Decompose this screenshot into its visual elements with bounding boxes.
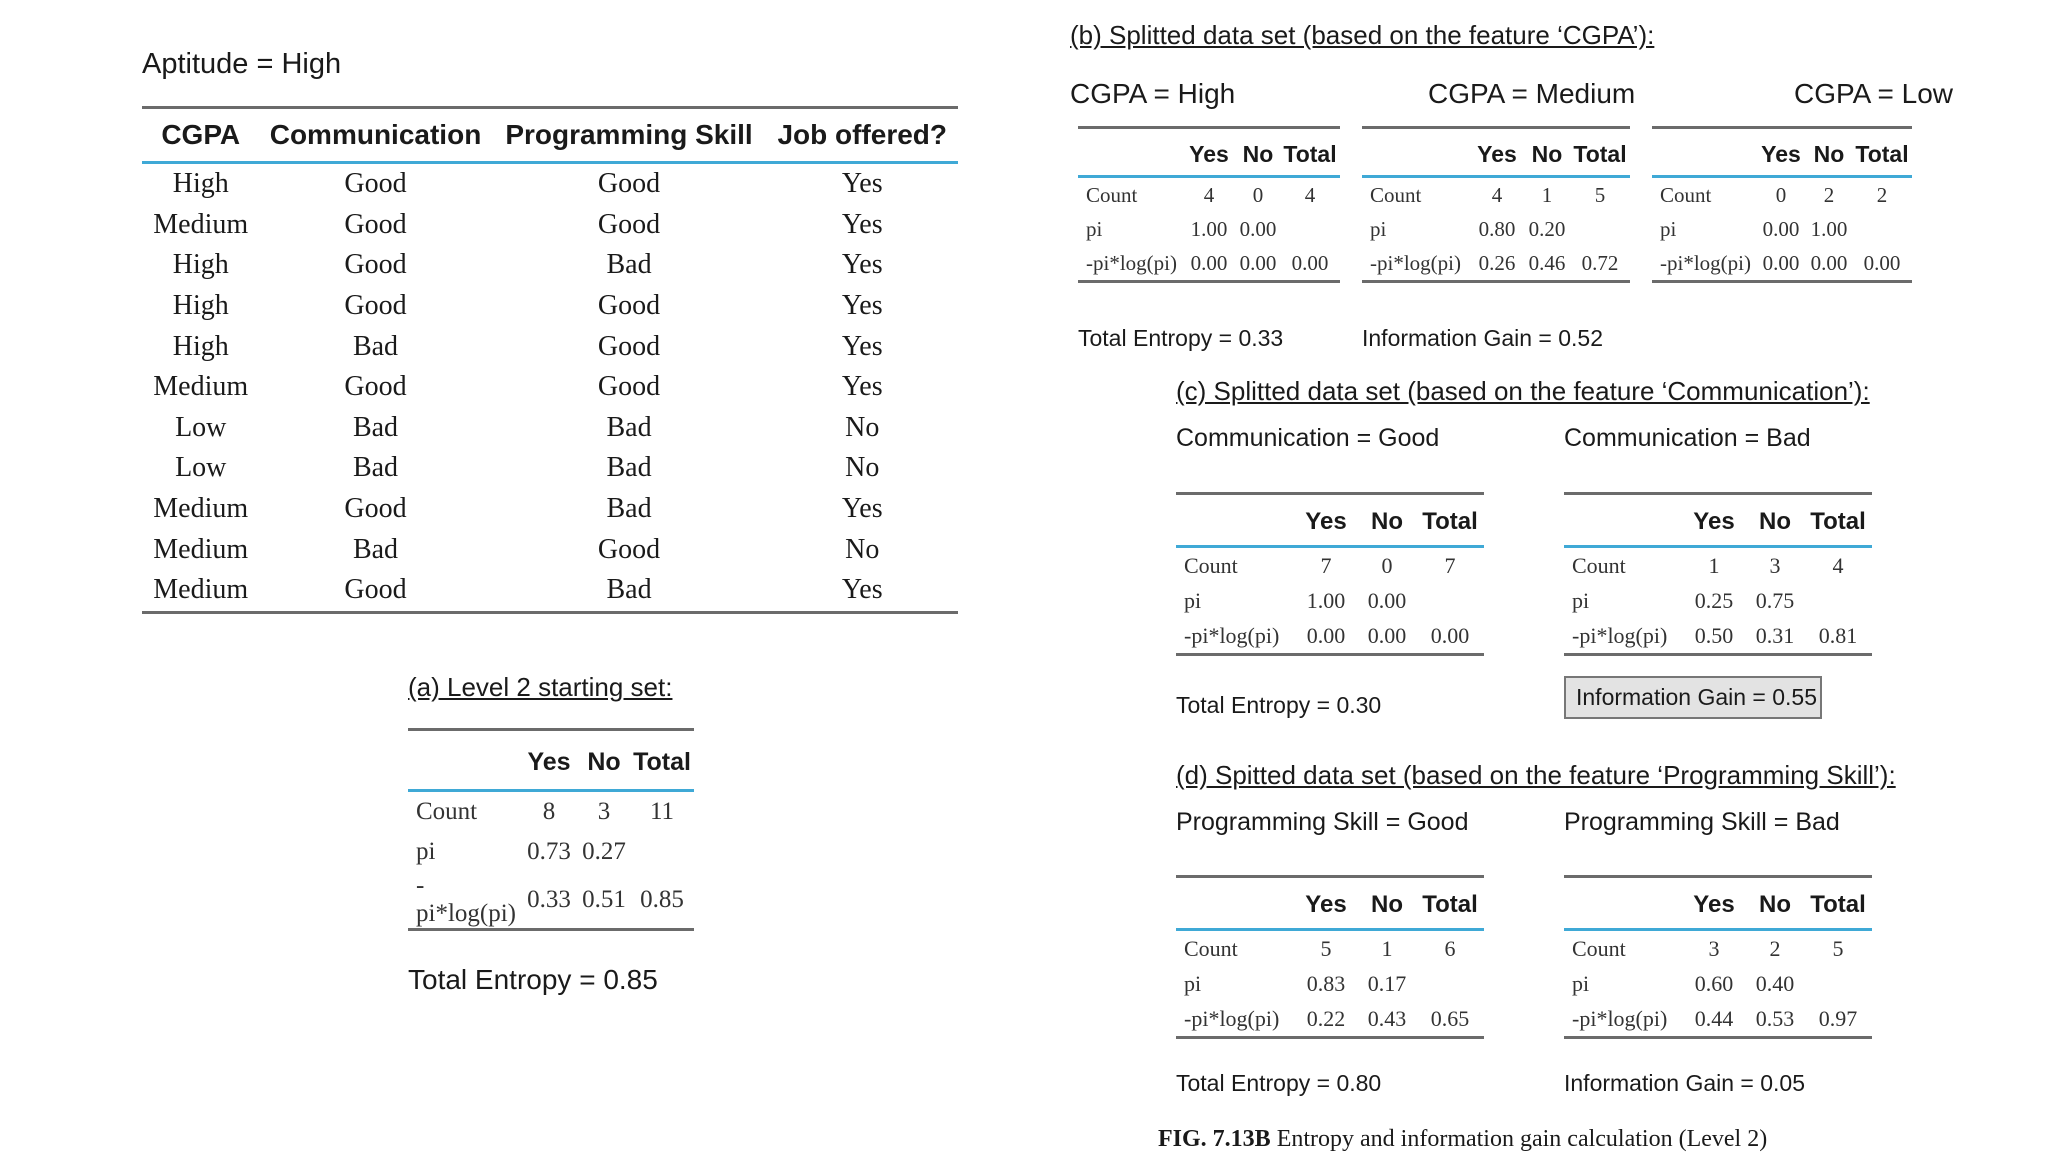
table-cell: Medium bbox=[153, 371, 249, 403]
table-cell: 0 bbox=[1252, 182, 1264, 207]
table-cell: Good bbox=[259, 570, 491, 612]
table-cell: 0.65 bbox=[1416, 1001, 1484, 1038]
table-row bbox=[1078, 177, 1340, 213]
section-c-subset-label: Communication = Good bbox=[1176, 424, 1440, 452]
job-offer-data-table bbox=[142, 106, 958, 614]
row-label: pi bbox=[1572, 970, 1590, 996]
table-row bbox=[142, 448, 958, 489]
table-row bbox=[1564, 966, 1872, 1001]
table-cell: 0.00 bbox=[1280, 246, 1340, 282]
table-row bbox=[1564, 547, 1872, 584]
table-cell: 0.40 bbox=[1755, 970, 1795, 996]
table-cell: 0.46 bbox=[1524, 246, 1570, 282]
table-row bbox=[142, 326, 958, 367]
section-a-table bbox=[408, 728, 694, 931]
table-cell bbox=[1280, 212, 1340, 246]
table-cell: 0.50 bbox=[1682, 618, 1746, 655]
table-row bbox=[142, 205, 958, 246]
table-cell: 2 bbox=[1769, 935, 1781, 961]
table-cell: Bad bbox=[606, 493, 652, 525]
table-row bbox=[142, 245, 958, 286]
table-cell: 0.80 bbox=[1478, 216, 1516, 241]
table-cell: Good bbox=[597, 371, 661, 403]
row-label: Count bbox=[1184, 935, 1238, 961]
table-cell: 0.00 bbox=[1239, 216, 1277, 241]
table-row bbox=[142, 489, 958, 530]
column-header: Yes bbox=[1470, 128, 1524, 177]
column-header: Yes bbox=[1682, 877, 1746, 930]
column-header: Yes bbox=[1756, 128, 1806, 177]
table-cell: High bbox=[172, 168, 229, 200]
table-row bbox=[1362, 177, 1630, 213]
row-label: pi bbox=[1370, 216, 1387, 241]
table-cell: 4 bbox=[1832, 552, 1844, 578]
section-d-table-bad bbox=[1564, 875, 1872, 1039]
table-row bbox=[1078, 212, 1340, 246]
section-d-subset-label: Programming Skill = Good bbox=[1176, 808, 1469, 836]
table-row bbox=[1652, 177, 1912, 213]
table-row bbox=[1564, 1001, 1872, 1038]
section-b-table-low bbox=[1652, 126, 1912, 283]
column-header: Total bbox=[1852, 128, 1912, 177]
table-cell: 0 bbox=[1381, 552, 1393, 578]
table-row bbox=[142, 570, 958, 612]
row-label: -pi*log(pi) bbox=[1564, 618, 1682, 655]
table-cell: Bad bbox=[492, 570, 767, 612]
column-header: No bbox=[1746, 494, 1804, 547]
column-header: No bbox=[1358, 877, 1416, 930]
figure-number: FIG. 7.13B bbox=[1158, 1126, 1271, 1152]
table-row bbox=[1652, 246, 1912, 282]
table-cell: Bad bbox=[352, 533, 399, 565]
table-cell bbox=[630, 832, 694, 872]
table-cell: 1.00 bbox=[1306, 587, 1346, 613]
table-cell: 0.31 bbox=[1746, 618, 1804, 655]
section-a-caption: (a) Level 2 starting set: bbox=[408, 672, 673, 702]
table-cell: Yes bbox=[841, 330, 883, 362]
table-cell: Good bbox=[597, 168, 661, 200]
table-row bbox=[1176, 930, 1484, 967]
table-cell: High bbox=[172, 330, 229, 362]
column-header: Yes bbox=[1682, 494, 1746, 547]
section-d-table-good bbox=[1176, 875, 1484, 1039]
table-cell: Good bbox=[344, 290, 407, 322]
table-cell: 5 bbox=[1832, 935, 1844, 961]
table-cell: Yes bbox=[841, 371, 883, 403]
table-cell: Medium bbox=[153, 533, 249, 565]
row-label: pi bbox=[1184, 970, 1202, 996]
table-cell: 1.00 bbox=[1810, 216, 1848, 241]
table-row bbox=[1652, 212, 1912, 246]
table-row bbox=[1564, 930, 1872, 967]
row-label: Count bbox=[1086, 182, 1138, 207]
row-label: -pi*log(pi) bbox=[1078, 246, 1182, 282]
section-c-information-gain-highlight: Information Gain = 0.55 bbox=[1564, 676, 1822, 719]
table-cell: 0.25 bbox=[1694, 587, 1734, 613]
table-cell: 0 bbox=[1775, 182, 1787, 207]
row-label: Count bbox=[1184, 552, 1238, 578]
table-cell: 0.00 bbox=[1358, 618, 1416, 655]
column-header: Total bbox=[1416, 877, 1484, 930]
column-header: Yes bbox=[1294, 494, 1358, 547]
table-header-row bbox=[1176, 494, 1484, 547]
table-cell: 0.73 bbox=[527, 838, 571, 865]
column-header: No bbox=[1746, 877, 1804, 930]
column-header: Total bbox=[1570, 128, 1630, 177]
table-row bbox=[1176, 583, 1484, 618]
section-b-caption: (b) Splitted data set (based on the feature ‘CGPA’): bbox=[1070, 20, 1655, 50]
column-header: Programming Skill bbox=[492, 108, 767, 163]
column-header: Total bbox=[630, 730, 694, 791]
table-header-row bbox=[1362, 128, 1630, 177]
table-row bbox=[1176, 547, 1484, 584]
table-cell: 0.17 bbox=[1367, 970, 1407, 996]
table-cell: 0.00 bbox=[1182, 246, 1236, 282]
table-row bbox=[142, 286, 958, 327]
column-header: Total bbox=[1416, 494, 1484, 547]
table-row bbox=[1564, 583, 1872, 618]
table-cell: 3 bbox=[1769, 552, 1781, 578]
table-cell: 5 bbox=[1594, 182, 1606, 207]
table-cell: Good bbox=[344, 493, 407, 525]
row-label: pi bbox=[416, 838, 436, 865]
section-c-table-good bbox=[1176, 492, 1484, 656]
table-cell: Yes bbox=[841, 249, 883, 281]
table-cell: 4 bbox=[1304, 182, 1316, 207]
table-cell: 0.43 bbox=[1358, 1001, 1416, 1038]
table-row bbox=[408, 872, 694, 930]
main-table-title: Aptitude = High bbox=[142, 48, 342, 80]
table-cell: 4 bbox=[1491, 182, 1503, 207]
table-cell: 0.81 bbox=[1804, 618, 1872, 655]
table-cell: Yes bbox=[766, 570, 958, 612]
table-cell: Medium bbox=[153, 493, 249, 525]
table-cell: 1 bbox=[1541, 182, 1553, 207]
table-cell: Bad bbox=[352, 330, 399, 362]
table-cell: Medium bbox=[153, 208, 249, 240]
column-header: Total bbox=[1280, 128, 1340, 177]
table-cell: 0.33 bbox=[520, 872, 578, 930]
table-row bbox=[1362, 246, 1630, 282]
column-header: Yes bbox=[1182, 128, 1236, 177]
table-cell: Good bbox=[597, 290, 661, 322]
table-cell: 0.60 bbox=[1694, 970, 1734, 996]
table-cell: 0.22 bbox=[1294, 1001, 1358, 1038]
column-header: No bbox=[1524, 128, 1570, 177]
table-cell: Yes bbox=[841, 290, 883, 322]
table-cell: 3 bbox=[597, 798, 611, 825]
row-label: pi bbox=[1660, 216, 1677, 241]
section-b-subset-label: CGPA = Medium bbox=[1428, 78, 1636, 109]
table-cell: 4 bbox=[1203, 182, 1215, 207]
figure-caption-text: Entropy and information gain calculation (Level 2) bbox=[1270, 1126, 1768, 1152]
table-row bbox=[1176, 618, 1484, 655]
table-cell: 7 bbox=[1320, 552, 1332, 578]
table-cell: 0.85 bbox=[630, 872, 694, 930]
table-cell: 2 bbox=[1876, 182, 1888, 207]
section-c-subset-label: Communication = Bad bbox=[1564, 424, 1811, 452]
table-cell: 0.27 bbox=[582, 838, 626, 865]
table-row bbox=[1078, 246, 1340, 282]
table-cell: 0.20 bbox=[1528, 216, 1566, 241]
row-label: -pi*log(pi) bbox=[408, 872, 520, 930]
table-cell: 8 bbox=[542, 798, 556, 825]
table-header-row bbox=[1564, 877, 1872, 930]
main-table-body bbox=[142, 163, 958, 613]
table-cell: 0.44 bbox=[1682, 1001, 1746, 1038]
table-cell: High bbox=[172, 290, 229, 322]
section-a-total-entropy: Total Entropy = 0.85 bbox=[408, 964, 658, 995]
column-header: Total bbox=[1804, 877, 1872, 930]
row-label: -pi*log(pi) bbox=[1176, 1001, 1294, 1038]
row-label: Count bbox=[1660, 182, 1712, 207]
figure-caption bbox=[1158, 1126, 1767, 1153]
table-row bbox=[142, 408, 958, 449]
row-label: Count bbox=[1572, 935, 1626, 961]
table-row bbox=[1362, 212, 1630, 246]
section-b-information-gain: Information Gain = 0.52 bbox=[1362, 325, 1604, 351]
column-header: Communication bbox=[259, 108, 491, 163]
table-cell: 0.72 bbox=[1570, 246, 1630, 282]
table-cell: 3 bbox=[1708, 935, 1720, 961]
row-label: -pi*log(pi) bbox=[1176, 618, 1294, 655]
table-row bbox=[408, 832, 694, 872]
table-cell bbox=[1852, 212, 1912, 246]
table-header-row bbox=[142, 108, 958, 163]
section-c-caption: (c) Splitted data set (based on the feature ‘Communication’): bbox=[1176, 376, 1870, 406]
section-c-total-entropy: Total Entropy = 0.30 bbox=[1176, 692, 1382, 718]
table-cell: 0.00 bbox=[1806, 246, 1852, 282]
table-cell: 0.26 bbox=[1470, 246, 1524, 282]
table-row bbox=[142, 163, 958, 205]
table-cell: Good bbox=[597, 330, 661, 362]
table-header-row bbox=[1564, 494, 1872, 547]
table-cell: Bad bbox=[352, 411, 399, 443]
section-b-table-high bbox=[1078, 126, 1340, 283]
table-cell: Good bbox=[597, 533, 661, 565]
table-cell: 0.97 bbox=[1804, 1001, 1872, 1038]
section-c-table-bad bbox=[1564, 492, 1872, 656]
table-cell: Bad bbox=[606, 249, 652, 281]
row-label: -pi*log(pi) bbox=[1362, 246, 1470, 282]
table-cell: 0.00 bbox=[1294, 618, 1358, 655]
table-cell: Low bbox=[175, 411, 227, 443]
table-cell: 0.00 bbox=[1416, 618, 1484, 655]
table-cell: Good bbox=[344, 168, 407, 200]
table-cell: Medium bbox=[142, 570, 259, 612]
table-cell: 0.83 bbox=[1306, 970, 1346, 996]
table-cell: High bbox=[172, 249, 229, 281]
table-cell: 0.75 bbox=[1755, 587, 1795, 613]
table-cell: No bbox=[845, 452, 880, 484]
table-cell bbox=[1416, 583, 1484, 618]
section-d-caption: (d) Spitted data set (based on the feature ‘Programming Skill’): bbox=[1176, 760, 1896, 790]
table-cell: 7 bbox=[1444, 552, 1456, 578]
table-cell: Good bbox=[344, 371, 407, 403]
column-header: No bbox=[1358, 494, 1416, 547]
table-cell: 0.51 bbox=[578, 872, 630, 930]
table-cell: Yes bbox=[841, 168, 883, 200]
table-row bbox=[142, 529, 958, 570]
table-row bbox=[408, 791, 694, 833]
row-label: -pi*log(pi) bbox=[1564, 1001, 1682, 1038]
column-header: Total bbox=[1804, 494, 1872, 547]
section-b-table-medium bbox=[1362, 126, 1630, 283]
table-cell: 1.00 bbox=[1190, 216, 1228, 241]
table-cell: 6 bbox=[1444, 935, 1456, 961]
section-d-total-entropy: Total Entropy = 0.80 bbox=[1176, 1070, 1382, 1096]
table-cell: Yes bbox=[841, 208, 883, 240]
column-header: No bbox=[1236, 128, 1280, 177]
table-cell: Bad bbox=[606, 452, 652, 484]
table-cell: Bad bbox=[352, 452, 399, 484]
table-row bbox=[1564, 618, 1872, 655]
column-header: No bbox=[1806, 128, 1852, 177]
section-d-subset-label: Programming Skill = Bad bbox=[1564, 808, 1840, 836]
column-header: Yes bbox=[520, 730, 578, 791]
table-cell: 1 bbox=[1381, 935, 1393, 961]
table-cell: 0.00 bbox=[1852, 246, 1912, 282]
table-cell: Good bbox=[597, 208, 661, 240]
row-label: Count bbox=[1370, 182, 1422, 207]
table-cell: 2 bbox=[1823, 182, 1835, 207]
column-header: Job offered? bbox=[766, 108, 958, 163]
row-label: pi bbox=[1086, 216, 1103, 241]
table-header-row bbox=[408, 730, 694, 791]
table-cell: 5 bbox=[1320, 935, 1332, 961]
section-b-subset-label: CGPA = High bbox=[1070, 78, 1236, 109]
table-cell: 1 bbox=[1708, 552, 1720, 578]
table-header-row bbox=[1078, 128, 1340, 177]
table-cell: 0.53 bbox=[1746, 1001, 1804, 1038]
table-cell: No bbox=[845, 533, 880, 565]
table-cell: Low bbox=[175, 452, 227, 484]
column-header: CGPA bbox=[142, 108, 259, 163]
table-cell: Yes bbox=[841, 493, 883, 525]
section-d-information-gain: Information Gain = 0.05 bbox=[1564, 1070, 1806, 1096]
table-cell: No bbox=[845, 411, 880, 443]
table-cell bbox=[1804, 583, 1872, 618]
table-cell: Good bbox=[344, 249, 407, 281]
table-cell: Good bbox=[344, 208, 407, 240]
table-row bbox=[142, 367, 958, 408]
section-b-total-entropy: Total Entropy = 0.33 bbox=[1078, 325, 1284, 351]
table-cell: 0.00 bbox=[1762, 216, 1800, 241]
column-header: Yes bbox=[1294, 877, 1358, 930]
table-cell: 0.00 bbox=[1236, 246, 1280, 282]
row-label: Count bbox=[1572, 552, 1626, 578]
table-cell: 0.00 bbox=[1756, 246, 1806, 282]
row-label: Count bbox=[416, 798, 478, 825]
table-row bbox=[1176, 1001, 1484, 1038]
table-cell: Bad bbox=[606, 411, 652, 443]
table-row bbox=[1176, 966, 1484, 1001]
column-header: No bbox=[578, 730, 630, 791]
table-header-row bbox=[1652, 128, 1912, 177]
table-cell bbox=[1570, 212, 1630, 246]
row-label: -pi*log(pi) bbox=[1652, 246, 1756, 282]
table-header-row bbox=[1176, 877, 1484, 930]
section-b-subset-label: CGPA = Low bbox=[1794, 78, 1954, 109]
row-label: pi bbox=[1572, 587, 1590, 613]
table-cell: 0.00 bbox=[1367, 587, 1407, 613]
table-cell: 11 bbox=[649, 798, 675, 825]
table-cell bbox=[1416, 966, 1484, 1001]
row-label: pi bbox=[1184, 587, 1202, 613]
table-cell bbox=[1804, 966, 1872, 1001]
